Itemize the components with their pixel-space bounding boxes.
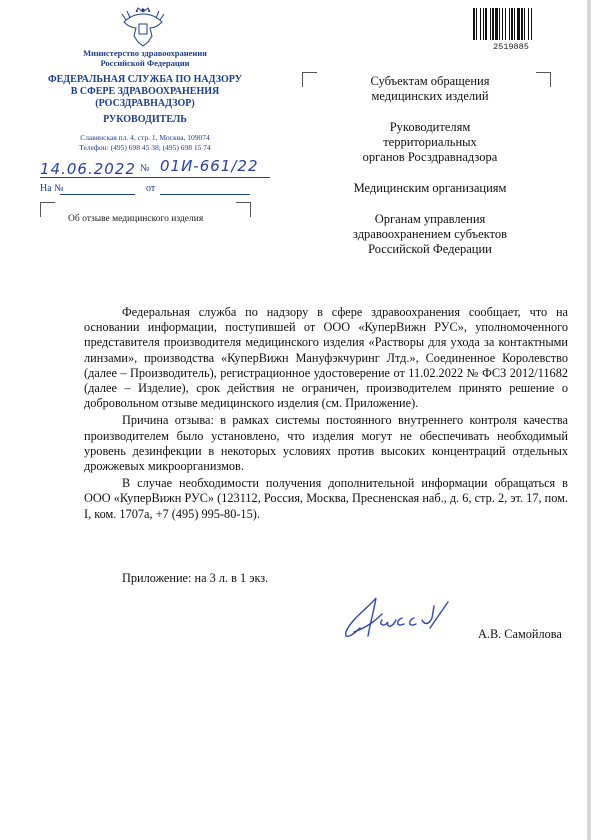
recipient-line: Субъектам обращения xyxy=(370,74,490,88)
barcode-bar xyxy=(521,8,523,40)
barcode-bar xyxy=(490,8,491,40)
letter-subject: Об отзыве медицинского изделия xyxy=(68,214,204,224)
recipient-group xyxy=(330,74,530,104)
barcode-bar xyxy=(509,8,510,40)
registration-number: 01И-661/22 xyxy=(160,157,259,175)
body-paragraph: В случае необходимости получения дополнительной информации обращаться в ООО «КуперВижн РУС» (123112, Россия, Москва, Пресненская наб., д. 6, стр. 2, эт. 17, пом. I, ком. 1707а, +7 (495) 995-80-15). xyxy=(84,476,568,521)
recipient-group xyxy=(330,120,530,165)
barcode-bar xyxy=(524,8,525,40)
recipient-line: территориальных xyxy=(383,135,477,149)
recipient-bracket-right xyxy=(536,72,551,87)
barcode-bar xyxy=(483,8,484,40)
handwritten-signature-icon xyxy=(330,588,480,648)
reply-date-label: от xyxy=(146,183,156,194)
body-paragraph: Причина отзыва: в рамках системы постоянного внутреннего контроля качества производителем было установлено, что изделия могут не обеспечивать необходимый уровень дезинфекции в некоторых условиях против высоких концентраций отдельных дрожжевых микроорганизмов. xyxy=(84,413,568,474)
recipient-group xyxy=(330,181,530,196)
agency-line-3: (РОСЗДРАВНАДЗОР) xyxy=(95,98,195,109)
ministry-line-2: Российской Федерации xyxy=(100,58,190,68)
recipient-line: медицинских изделий xyxy=(371,89,489,103)
recipient-bracket-left xyxy=(302,72,317,87)
barcode-bar xyxy=(476,8,477,40)
letter-body xyxy=(84,305,568,524)
barcode-bar xyxy=(480,8,481,40)
number-label: № xyxy=(140,163,150,174)
recipient-line: Российской Федерации xyxy=(368,242,492,256)
phone-line: Телефон: (495) 698 45 38; (495) 698 15 74 xyxy=(79,142,211,152)
recipient-group xyxy=(330,212,530,257)
barcode-bar xyxy=(495,8,498,40)
coat-of-arms-icon xyxy=(118,6,168,48)
signer-name: А.В. Самойлова xyxy=(478,627,562,641)
agency-line-1: ФЕДЕРАЛЬНАЯ СЛУЖБА ПО НАДЗОРУ xyxy=(48,74,242,85)
address-line: Славянская пл. 4, стр. 1, Москва, 109074 xyxy=(80,133,210,142)
barcode-bar xyxy=(531,8,532,40)
barcode-bar xyxy=(505,8,506,40)
scan-edge-shadow xyxy=(586,0,591,840)
barcode-number: 2519885 xyxy=(493,42,529,52)
subject-bracket-right xyxy=(236,202,251,217)
ministry-name xyxy=(20,48,270,68)
agency-name xyxy=(20,74,270,110)
reply-date-underline xyxy=(160,194,250,195)
attachment-note: Приложение: на 3 л. в 1 экз. xyxy=(122,571,269,585)
recipient-line: Медицинским организациям xyxy=(353,181,507,195)
subject-bracket-left xyxy=(40,202,55,217)
barcode-bar xyxy=(473,8,475,40)
barcode-bar xyxy=(492,8,494,40)
agency-address xyxy=(20,133,270,152)
head-title: РУКОВОДИТЕЛЬ xyxy=(103,114,187,125)
recipient-line: здравоохранением субъектов xyxy=(352,227,507,241)
registration-underline xyxy=(40,177,270,178)
recipient-line: Руководителям xyxy=(389,120,471,134)
barcode-bar xyxy=(502,8,503,40)
barcode-bar xyxy=(499,8,500,40)
reply-number-underline xyxy=(60,194,135,195)
body-paragraph: Федеральная служба по надзору в сфере здравоохранения сообщает, что на основании информации, поступившей от ООО «КуперВижн РУС», уполномоченного представителя производителя медицинского изделия «Растворы для ухода за контактными линзами», производства «КуперВижн Мануфэкчуринг Лтд.», Соединенное Королевство (далее – Производитель), регистрационное удостоверение от 11.02.2022 № ФСЗ 2012/11682 (далее – Изделие), срок действия не ограничен, производителем принято решение о добровольном отзыве медицинского изделия (см. Приложение). xyxy=(84,305,568,411)
agency-line-2: В СФЕРЕ ЗДРАВООХРАНЕНИЯ xyxy=(70,86,220,97)
recipient-line: Органам управления xyxy=(374,212,486,226)
recipient-line: органов Росздравнадзора xyxy=(362,150,498,164)
barcode-bar xyxy=(514,8,515,40)
barcode-icon xyxy=(472,8,550,40)
barcode-bar xyxy=(511,8,513,40)
barcode-bar xyxy=(528,8,529,40)
barcode-bar xyxy=(517,8,520,40)
recipients-block xyxy=(330,74,530,273)
ministry-line-1: Министерство здравоохранения xyxy=(83,48,207,58)
registration-date: 14.06.2022 xyxy=(40,160,136,178)
barcode-bar xyxy=(485,8,487,40)
reply-number-label: На № xyxy=(40,183,64,194)
